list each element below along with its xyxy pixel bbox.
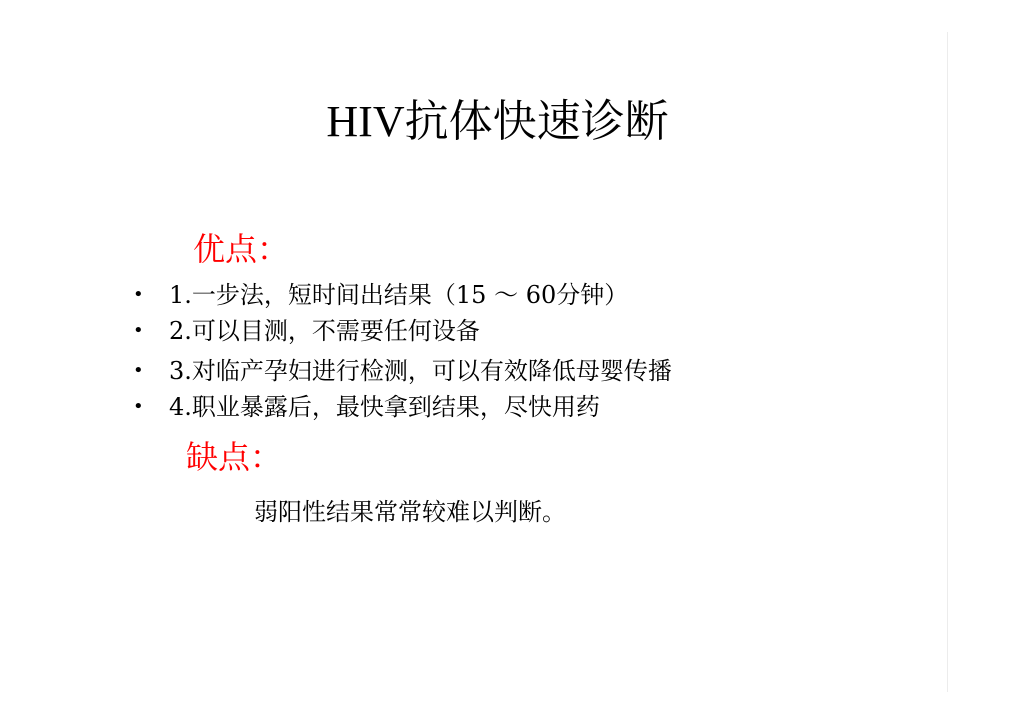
bullet-icon: • (133, 284, 144, 305)
pros-item-text: 4.职业暴露后，最快拿到结果，尽快用药 (169, 393, 600, 421)
slide-title: HIV抗体快速诊断 (326, 97, 669, 146)
pros-heading: 优点： (193, 230, 290, 268)
pros-item-text: 2.可以目测，不需要任何设备 (169, 317, 480, 345)
bullet-icon: • (133, 396, 144, 417)
pros-item-text: 1.一步法，短时间出结果（15 ～ 60分钟） (169, 281, 629, 309)
bullet-icon: • (133, 320, 144, 341)
cons-heading: 缺点： (186, 438, 283, 476)
cons-text: 弱阳性结果常常较难以判断。 (254, 498, 566, 526)
bullet-icon: • (133, 360, 144, 381)
pros-item-text: 3.对临产孕妇进行检测，可以有效降低母婴传播 (169, 357, 672, 385)
